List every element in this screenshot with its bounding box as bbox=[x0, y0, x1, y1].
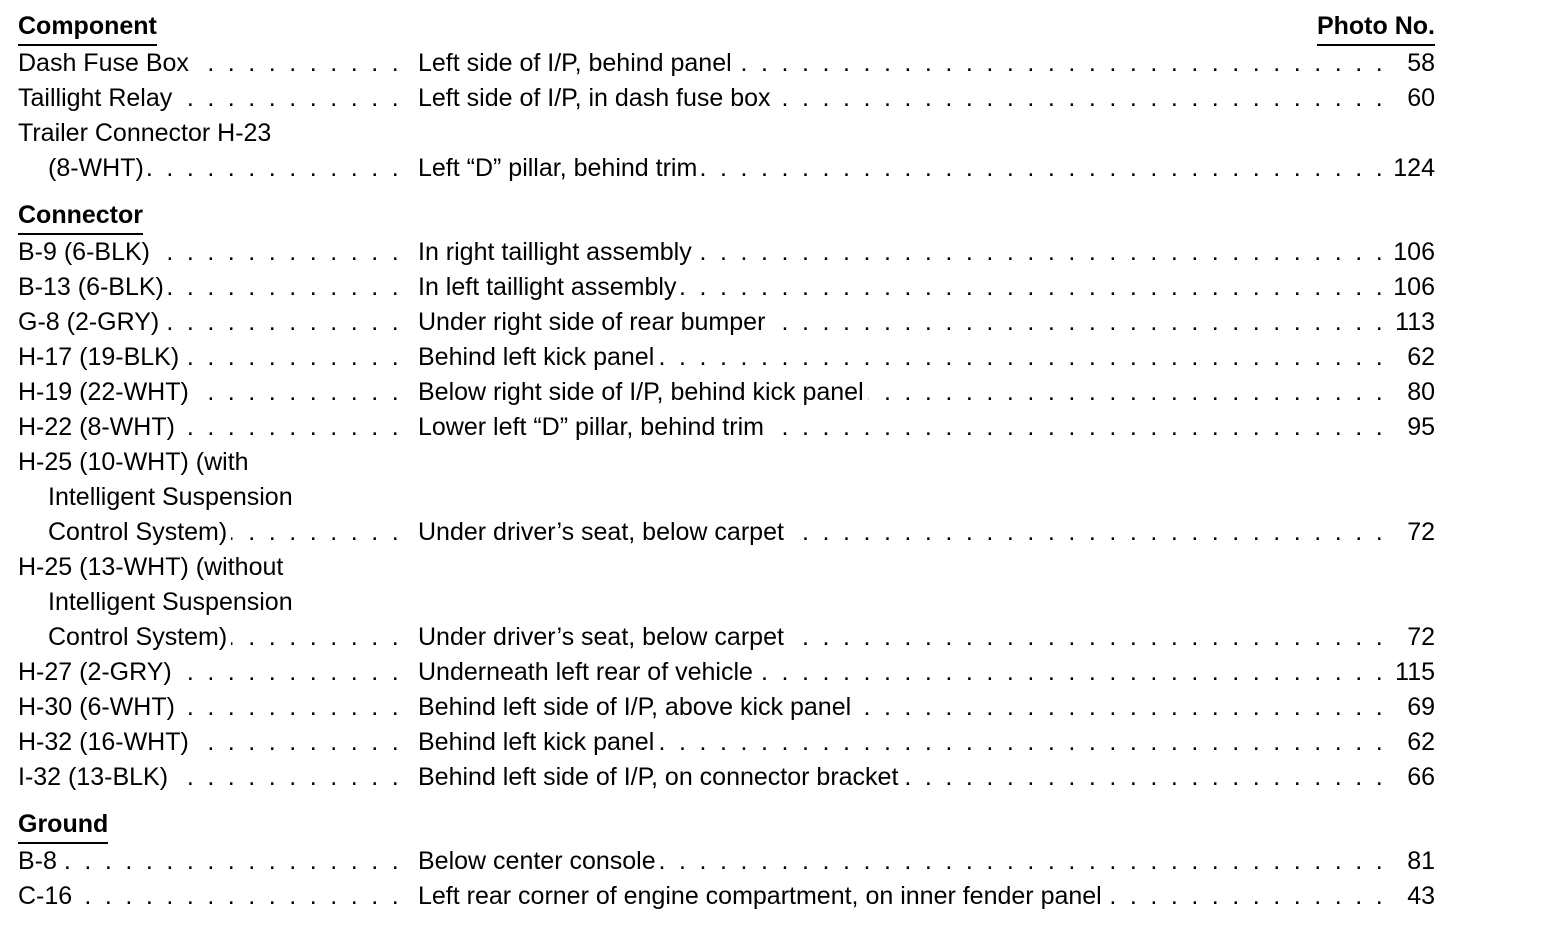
photo-number: 124 bbox=[1393, 154, 1435, 182]
connector-heading: Connector bbox=[18, 198, 143, 235]
dot-leader bbox=[696, 235, 1386, 270]
component-name-cell bbox=[18, 725, 402, 760]
connector-section bbox=[18, 235, 1435, 795]
photo-number: 58 bbox=[1407, 49, 1435, 77]
table-row bbox=[18, 410, 1435, 445]
table-row bbox=[18, 235, 1435, 270]
component-name-cell bbox=[18, 844, 402, 879]
dot-leader bbox=[193, 725, 402, 760]
dot-leader bbox=[775, 81, 1386, 116]
location-text: Below center console bbox=[418, 844, 660, 879]
location-text: Behind left kick panel bbox=[418, 340, 658, 375]
table-header bbox=[18, 9, 1435, 46]
location-cell bbox=[418, 760, 1386, 795]
table-row bbox=[18, 305, 1435, 340]
component-name: C-16 bbox=[18, 879, 76, 914]
table-row-continuation bbox=[18, 480, 1435, 515]
dot-leader bbox=[179, 410, 402, 445]
table-row bbox=[18, 340, 1435, 375]
location-cell bbox=[418, 515, 1386, 550]
component-name-cell bbox=[18, 375, 402, 410]
component-name-cell bbox=[18, 81, 402, 116]
dot-leader bbox=[868, 375, 1386, 410]
location-cell bbox=[418, 81, 1386, 116]
photo-number: 106 bbox=[1393, 238, 1435, 266]
component-name: Control System) bbox=[48, 620, 231, 655]
component-name-cell bbox=[18, 760, 402, 795]
component-name-line: Intelligent Suspension bbox=[48, 483, 293, 511]
location-text: Below right side of I/P, behind kick panel bbox=[418, 375, 868, 410]
dot-leader bbox=[757, 655, 1386, 690]
dot-leader bbox=[179, 690, 402, 725]
dot-leader bbox=[855, 690, 1386, 725]
dot-leader bbox=[61, 844, 402, 879]
dot-leader bbox=[680, 270, 1386, 305]
location-cell bbox=[418, 655, 1386, 690]
photo-number: 72 bbox=[1407, 623, 1435, 651]
dot-leader bbox=[183, 340, 402, 375]
table-row-continuation bbox=[18, 445, 1435, 480]
table-row bbox=[18, 620, 1435, 655]
dot-leader bbox=[768, 410, 1386, 445]
location-text: In left taillight assembly bbox=[418, 270, 680, 305]
component-section bbox=[18, 46, 1435, 186]
dot-leader bbox=[1106, 879, 1386, 914]
location-cell bbox=[418, 690, 1386, 725]
location-text: Left side of I/P, in dash fuse box bbox=[418, 81, 775, 116]
dot-leader bbox=[176, 81, 402, 116]
photo-number: 115 bbox=[1395, 658, 1435, 686]
component-name: Taillight Relay bbox=[18, 81, 176, 116]
location-cell bbox=[418, 725, 1386, 760]
location-cell bbox=[418, 879, 1386, 914]
dot-leader bbox=[231, 620, 402, 655]
location-cell bbox=[418, 375, 1386, 410]
photo-number: 95 bbox=[1407, 413, 1435, 441]
component-name: B-9 (6-BLK) bbox=[18, 235, 154, 270]
component-name-line: Intelligent Suspension bbox=[48, 588, 293, 616]
photo-number: 66 bbox=[1407, 763, 1435, 791]
location-text: Behind left side of I/P, above kick panel bbox=[418, 690, 855, 725]
table-row bbox=[18, 151, 1435, 186]
dot-leader bbox=[193, 46, 402, 81]
connector-section-header bbox=[18, 198, 1435, 235]
table-row bbox=[18, 655, 1435, 690]
photo-number: 69 bbox=[1407, 693, 1435, 721]
table-row bbox=[18, 81, 1435, 116]
location-text: Under driver’s seat, below carpet bbox=[418, 620, 788, 655]
component-name: H-27 (2-GRY) bbox=[18, 655, 176, 690]
component-name: Control System) bbox=[48, 515, 231, 550]
component-name: H-19 (22-WHT) bbox=[18, 375, 193, 410]
component-name: B-13 (6-BLK) bbox=[18, 270, 168, 305]
component-name: I-32 (13-BLK) bbox=[18, 760, 172, 795]
dot-leader bbox=[658, 340, 1386, 375]
component-name-cell bbox=[18, 270, 402, 305]
photo-number: 106 bbox=[1393, 273, 1435, 301]
table-row-continuation bbox=[18, 550, 1435, 585]
photo-number: 62 bbox=[1407, 343, 1435, 371]
component-name: Dash Fuse Box bbox=[18, 46, 193, 81]
component-name: B-8 bbox=[18, 844, 61, 879]
component-name: H-22 (8-WHT) bbox=[18, 410, 179, 445]
location-text: Behind left kick panel bbox=[418, 725, 658, 760]
location-text: Left side of I/P, behind panel bbox=[418, 46, 736, 81]
table-row bbox=[18, 270, 1435, 305]
table-row bbox=[18, 879, 1435, 914]
location-cell bbox=[418, 46, 1386, 81]
table-row bbox=[18, 515, 1435, 550]
table-row-continuation bbox=[18, 585, 1435, 620]
component-name-cell bbox=[18, 46, 402, 81]
table-row bbox=[18, 844, 1435, 879]
component-name: G-8 (2-GRY) bbox=[18, 305, 163, 340]
location-cell bbox=[418, 844, 1386, 879]
table-row bbox=[18, 375, 1435, 410]
dot-leader bbox=[193, 375, 402, 410]
component-name-cell bbox=[48, 620, 402, 655]
location-cell bbox=[418, 151, 1386, 186]
photo-number: 60 bbox=[1407, 84, 1435, 112]
photo-number: 43 bbox=[1407, 882, 1435, 910]
location-text: Left “D” pillar, behind trim bbox=[418, 151, 701, 186]
component-name-cell bbox=[18, 655, 402, 690]
dot-leader bbox=[148, 151, 402, 186]
component-name: H-30 (6-WHT) bbox=[18, 690, 179, 725]
dot-leader bbox=[163, 305, 402, 340]
location-cell bbox=[418, 620, 1386, 655]
component-heading: Component bbox=[18, 9, 157, 46]
location-cell bbox=[418, 340, 1386, 375]
dot-leader bbox=[788, 620, 1386, 655]
photo-no-heading: Photo No. bbox=[1317, 9, 1435, 46]
table-row bbox=[18, 760, 1435, 795]
table-row bbox=[18, 46, 1435, 81]
photo-number: 113 bbox=[1395, 308, 1435, 336]
location-cell bbox=[418, 305, 1386, 340]
location-text: Left rear corner of engine compartment, on inner fender panel bbox=[418, 879, 1106, 914]
table-row-continuation bbox=[18, 116, 1435, 151]
dot-leader bbox=[660, 844, 1386, 879]
ground-section-header bbox=[18, 807, 1435, 844]
component-name-line: Trailer Connector H-23 bbox=[18, 119, 272, 147]
location-text: Under right side of rear bumper bbox=[418, 305, 769, 340]
photo-number: 62 bbox=[1407, 728, 1435, 756]
component-name-cell bbox=[18, 690, 402, 725]
dot-leader bbox=[172, 760, 402, 795]
location-cell bbox=[418, 270, 1386, 305]
component-name: H-32 (16-WHT) bbox=[18, 725, 193, 760]
dot-leader bbox=[788, 515, 1386, 550]
component-name: H-17 (19-BLK) bbox=[18, 340, 183, 375]
location-text: In right taillight assembly bbox=[418, 235, 696, 270]
location-text: Underneath left rear of vehicle bbox=[418, 655, 757, 690]
photo-number: 81 bbox=[1407, 847, 1435, 875]
table-row bbox=[18, 690, 1435, 725]
dot-leader bbox=[658, 725, 1386, 760]
component-name-cell bbox=[18, 879, 402, 914]
component-location-index bbox=[18, 9, 1435, 914]
component-name-cell bbox=[18, 410, 402, 445]
table-row bbox=[18, 725, 1435, 760]
component-name-cell bbox=[18, 235, 402, 270]
location-text: Lower left “D” pillar, behind trim bbox=[418, 410, 768, 445]
dot-leader bbox=[902, 760, 1386, 795]
dot-leader bbox=[176, 655, 402, 690]
component-name-cell bbox=[48, 515, 402, 550]
component-name-line: H-25 (13-WHT) (without bbox=[18, 553, 284, 581]
component-name-cell bbox=[18, 305, 402, 340]
ground-heading: Ground bbox=[18, 807, 108, 844]
location-cell bbox=[418, 410, 1386, 445]
location-cell bbox=[418, 235, 1386, 270]
dot-leader bbox=[154, 235, 402, 270]
ground-section bbox=[18, 844, 1435, 914]
dot-leader bbox=[168, 270, 402, 305]
photo-number: 80 bbox=[1407, 378, 1435, 406]
dot-leader bbox=[231, 515, 402, 550]
dot-leader bbox=[76, 879, 402, 914]
component-name-cell bbox=[18, 340, 402, 375]
component-name-line: H-25 (10-WHT) (with bbox=[18, 448, 249, 476]
location-text: Behind left side of I/P, on connector bracket bbox=[418, 760, 902, 795]
component-name-cell bbox=[48, 151, 402, 186]
dot-leader bbox=[736, 46, 1386, 81]
dot-leader bbox=[769, 305, 1386, 340]
dot-leader bbox=[701, 151, 1386, 186]
photo-number: 72 bbox=[1407, 518, 1435, 546]
location-text: Under driver’s seat, below carpet bbox=[418, 515, 788, 550]
component-name: (8-WHT) bbox=[48, 151, 148, 186]
